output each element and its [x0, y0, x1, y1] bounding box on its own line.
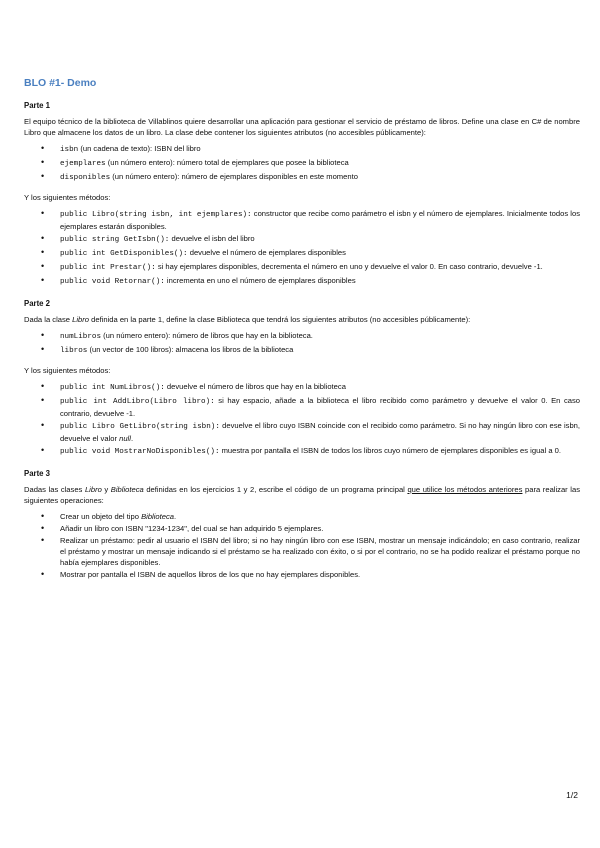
attribute-code: ejemplares: [60, 160, 106, 168]
parte-2-attributes-list: [24, 330, 580, 357]
attribute-code: numLibros: [60, 333, 102, 341]
list-item: [24, 381, 580, 394]
parte-1-intro: El equipo técnico de la biblioteca de Villablinos quiere desarrollar una aplicación para gestionar el servicio de préstamo de libros. Define una clase en C# de nombre Libro que almacene los datos de un libro. La clase debe contener los siguientes atributos (no accesibles públicamente):: [24, 117, 580, 137]
operation-class-name: Biblioteca: [141, 512, 174, 521]
parte-2-intro: [24, 314, 580, 325]
operation-text: Añadir un libro con ISBN "1234-1234", del cual se han adquirido 5 ejemplares.: [60, 524, 324, 533]
method-desc: si hay ejemplares disponibles, decrementa el número en uno y devuelve el valor 0. En caso contrario, devuelve -1.: [155, 262, 543, 271]
method-desc: incrementa en uno el número de ejemplares disponibles: [164, 276, 356, 285]
page-number: 1/2: [566, 790, 578, 800]
parte-2-methods-intro: Y los siguientes métodos:: [24, 366, 111, 375]
list-item: [24, 523, 580, 534]
method-signature: public void Retornar():: [60, 278, 165, 286]
parte-3-intro: [24, 484, 580, 506]
method-desc: muestra por pantalla el ISBN de todos los libros cuyo número de ejemplares disponibles es igual a 0.: [219, 446, 561, 455]
list-item: [24, 535, 580, 568]
document-title: BLO #1- Demo: [24, 77, 97, 89]
parte-1-heading: Parte 1: [24, 101, 51, 110]
method-signature: public int NumLibros():: [60, 384, 165, 392]
attribute-desc: (un número entero): número de ejemplares disponibles en este momento: [110, 172, 358, 181]
parte-2-heading: Parte 2: [24, 299, 51, 308]
intro-text: Dada la clase: [24, 315, 73, 324]
intro-text: y: [101, 485, 111, 494]
intro-text: definida en la parte 1, define la clase Biblioteca que tendrá los siguientes atributos (no accesibles públicamente):: [89, 315, 471, 324]
null-keyword: null: [119, 434, 131, 443]
method-signature: public void MostrarNoDisponibles():: [60, 448, 220, 456]
method-desc: devuelve el número de ejemplares disponibles: [187, 248, 346, 257]
method-desc: devuelve el isbn del libro: [169, 234, 255, 243]
method-desc: devuelve el número de libros que hay en la biblioteca: [164, 382, 346, 391]
list-item: [24, 247, 580, 260]
attribute-code: isbn: [60, 146, 79, 154]
list-item: [24, 330, 580, 343]
method-desc: si hay espacio, añade a la biblioteca el libro recibido como parámetro y devuelve el valor 0. En caso contrario, devuelve -1.: [60, 396, 580, 418]
method-desc: devuelve el libro cuyo ISBN coincide con el recibido como parámetro. Si no hay ningún libro con ese isbn, devuelve el valor: [60, 421, 580, 443]
method-desc: constructor que recibe como parámetro el isbn y el número de ejemplares. Inicialmente todos los ejemplares estarán disponibles.: [60, 209, 580, 231]
intro-class-name: Biblioteca: [110, 485, 144, 494]
parte-3-operations-list: [24, 511, 580, 580]
intro-underlined-text: que utilice los métodos anteriores: [407, 485, 523, 494]
list-item: [24, 420, 580, 444]
list-item: [24, 233, 580, 246]
list-item: [24, 261, 580, 274]
method-signature: public Libro(string isbn, int ejemplares):: [60, 211, 252, 219]
method-signature: public int AddLibro(Libro libro):: [60, 398, 215, 406]
parte-1-methods-list: [24, 208, 580, 288]
list-item: [24, 395, 580, 419]
attribute-code: libros: [60, 347, 88, 355]
operation-text: Realizar un préstamo: pedir al usuario el ISBN del libro; si no hay ningún libro con ese ISBN, mostrar un mensaje indicándolo; en caso contrario, realizar el préstamo y mostrar un mensaje indicando si el préstamo se ha realizado con éxito, o si por el contrario, no se ha podido realizar el préstamo porque no había ejemplares disponibles.: [60, 536, 580, 567]
attribute-desc: (un vector de 100 libros): almacena los libros de la biblioteca: [87, 345, 294, 354]
parte-1-attributes-list: [24, 143, 580, 184]
intro-text: definidas en los ejercicios 1 y 2, escribe el código de un programa principal: [143, 485, 408, 494]
list-item: [24, 445, 580, 458]
list-item: [24, 344, 580, 357]
parte-2-methods-list: [24, 381, 580, 458]
attribute-desc: (un número entero): número total de ejemplares que posee la biblioteca: [105, 158, 349, 167]
method-signature: public string GetIsbn():: [60, 236, 170, 244]
operation-text: Crear un objeto del tipo: [60, 512, 142, 521]
intro-text: para realizar las siguientes operaciones:: [24, 485, 580, 505]
parte-1-methods-intro: Y los siguientes métodos:: [24, 193, 111, 202]
list-item: [24, 569, 580, 580]
list-item: [24, 511, 580, 522]
attribute-code: disponibles: [60, 174, 111, 182]
intro-text: Dadas las clases: [24, 485, 85, 494]
attribute-desc: (un cadena de texto): ISBN del libro: [78, 144, 201, 153]
method-desc-tail: .: [130, 434, 134, 443]
list-item: [24, 143, 580, 156]
operation-tail: .: [174, 512, 177, 521]
intro-class-name: Libro: [84, 485, 102, 494]
method-signature: public Libro GetLibro(string isbn):: [60, 423, 220, 431]
method-signature: public int Prestar():: [60, 264, 156, 272]
parte-3-section: [24, 468, 580, 580]
method-signature: public int GetDisponibles():: [60, 250, 188, 258]
list-item: [24, 275, 580, 288]
parte-2-section: [24, 298, 580, 458]
list-item: [24, 208, 580, 232]
operation-text: Mostrar por pantalla el ISBN de aquellos libros de los que no hay ejemplares disponibles.: [60, 570, 361, 579]
intro-class-name: Libro: [72, 315, 90, 324]
parte-1-section: [24, 100, 580, 288]
attribute-desc: (un número entero): número de libros que hay en la biblioteca.: [101, 331, 313, 340]
list-item: [24, 157, 580, 170]
parte-3-heading: Parte 3: [24, 469, 51, 478]
document-page: [24, 70, 580, 590]
list-item: [24, 171, 580, 184]
